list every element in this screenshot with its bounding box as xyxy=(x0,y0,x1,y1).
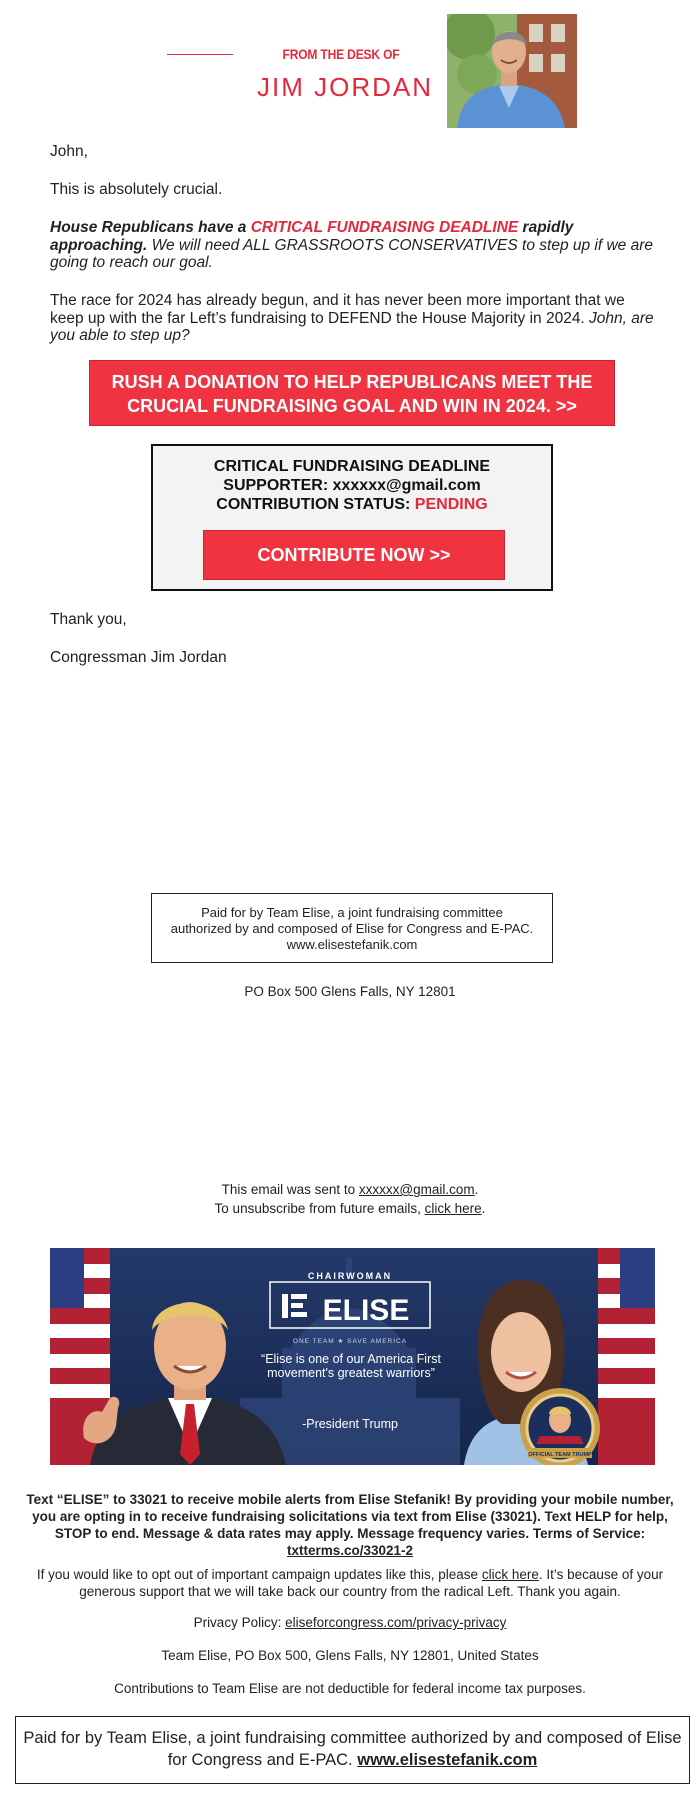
banner-quote-container xyxy=(255,1352,447,1408)
contribution-status-value: PENDING xyxy=(414,496,488,513)
paid-for-disclaimer-box: Paid for by Team Elise, a joint fundraising committee authorized by and composed of Elise for Congress and E-PAC. www.elisestefanik.com xyxy=(151,893,553,963)
paragraph-deadline-rest: We will need ALL GRASSROOTS CONSERVATIVES to step up if we are going to reach our goal. xyxy=(50,236,654,271)
privacy-label: Privacy Policy: xyxy=(193,1615,286,1630)
final-paid-text: Paid for by Team Elise, a joint fundraising committee authorized by and composed of Elise for Congress and E-PAC. xyxy=(23,1729,682,1769)
opt-out-suffix: . It’s because of your generous support that we will take back our country from the radical Left. Thank you again. xyxy=(79,1567,664,1599)
jim-jordan-photo xyxy=(447,14,577,128)
unsubscribe-prefix: To unsubscribe from future emails, xyxy=(214,1201,425,1216)
banner-chairwoman: CHAIRWOMAN xyxy=(307,1271,393,1281)
signature: Congressman Jim Jordan xyxy=(50,649,227,666)
unsubscribe-line xyxy=(0,1199,700,1218)
sender-name: JIM JORDAN xyxy=(257,72,433,102)
contribute-now-button[interactable]: CONTRIBUTE NOW >> xyxy=(203,530,505,580)
contribution-status-label: CONTRIBUTION STATUS: xyxy=(216,496,415,513)
deadline-status-box xyxy=(151,444,553,591)
recipient-email-link[interactable]: xxxxxx@gmail.com xyxy=(358,1182,475,1197)
banner-attribution: -President Trump xyxy=(302,1417,398,1431)
sms-terms-link[interactable]: txtterms.co/33021-2 xyxy=(286,1543,414,1558)
organization-address: Team Elise, PO Box 500, Glens Falls, NY 12801, United States xyxy=(161,1648,539,1663)
paragraph-race xyxy=(50,292,660,345)
paragraph-race-text: The race for 2024 has already begun, and it has never been more important that we keep up with the far Left’s fundraising to DEFEND the House Majority in 2024. xyxy=(50,292,625,327)
tax-deductibility-note: Contributions to Team Elise are not deductible for federal income tax purposes. xyxy=(114,1681,586,1696)
privacy-policy-line xyxy=(0,1613,700,1632)
rush-donation-button[interactable]: RUSH A DONATION TO HELP REPUBLICANS MEET THE CRUCIAL FUNDRAISING GOAL AND WIN IN 2024. >> xyxy=(89,360,615,426)
badge-label: OFFICIAL TEAM TRUMP xyxy=(528,1452,592,1458)
elisestefanik-link[interactable]: www.elisestefanik.com xyxy=(357,1751,538,1769)
paragraph-race-question: John, are you able to step up? xyxy=(50,309,654,344)
banner-quote: “Elise is one of our America First movement's greatest warriors” xyxy=(261,1352,441,1380)
final-paid-for-box xyxy=(15,1716,690,1784)
greeting: John, xyxy=(50,143,88,160)
paragraph-deadline xyxy=(50,219,660,272)
opt-out-prefix: If you would like to opt out of important campaign updates like this, please xyxy=(36,1567,482,1582)
paragraph-deadline-bold-start: House Republicans have a xyxy=(50,219,251,236)
paragraph-deadline-bold-end: rapidly approaching. xyxy=(50,219,574,254)
privacy-policy-link[interactable]: eliseforcongress.com/privacy-privacy xyxy=(285,1615,507,1630)
opt-out-link[interactable]: click here xyxy=(481,1567,539,1582)
sms-terms-text: Text “ELISE” to 33021 to receive mobile alerts from Elise Stefanik! By providing your mobile number, you are opting in to receive fundraising solicitations via text from Elise (33021). Text HELP for help, STOP to end. Message & data rates may apply. Message frequency varies. Terms of Service: xyxy=(26,1492,674,1541)
intro-line: This is absolutely crucial. xyxy=(50,181,223,198)
unsubscribe-link[interactable]: click here xyxy=(424,1201,482,1216)
opt-out-paragraph xyxy=(18,1566,682,1600)
sms-terms xyxy=(18,1491,682,1559)
po-box-address: PO Box 500 Glens Falls, NY 12801 xyxy=(244,984,456,999)
closing: Thank you, xyxy=(50,611,127,628)
sent-to-suffix: . xyxy=(474,1182,479,1197)
us-flag-right xyxy=(598,1248,655,1465)
elise-trump-banner[interactable] xyxy=(50,1248,655,1465)
banner-logo-text: ELISE xyxy=(322,1294,410,1327)
banner-tagline: ONE TEAM ★ SAVE AMERICA xyxy=(292,1338,408,1345)
desk-label: FROM THE DESK OF xyxy=(282,46,400,62)
header-rule-left xyxy=(167,54,233,55)
deadline-title: CRITICAL FUNDRAISING DEADLINE xyxy=(213,458,491,475)
critical-deadline-highlight: CRITICAL FUNDRAISING DEADLINE xyxy=(250,219,519,236)
unsubscribe-suffix: . xyxy=(481,1201,486,1216)
contribution-status-line xyxy=(153,495,551,514)
banner-graphic xyxy=(50,1248,655,1465)
email-header xyxy=(165,14,577,128)
supporter-line: SUPPORTER: xxxxxx@gmail.com xyxy=(223,477,481,494)
sent-to-prefix: This email was sent to xyxy=(221,1182,359,1197)
email-recipient-line xyxy=(0,1180,700,1199)
